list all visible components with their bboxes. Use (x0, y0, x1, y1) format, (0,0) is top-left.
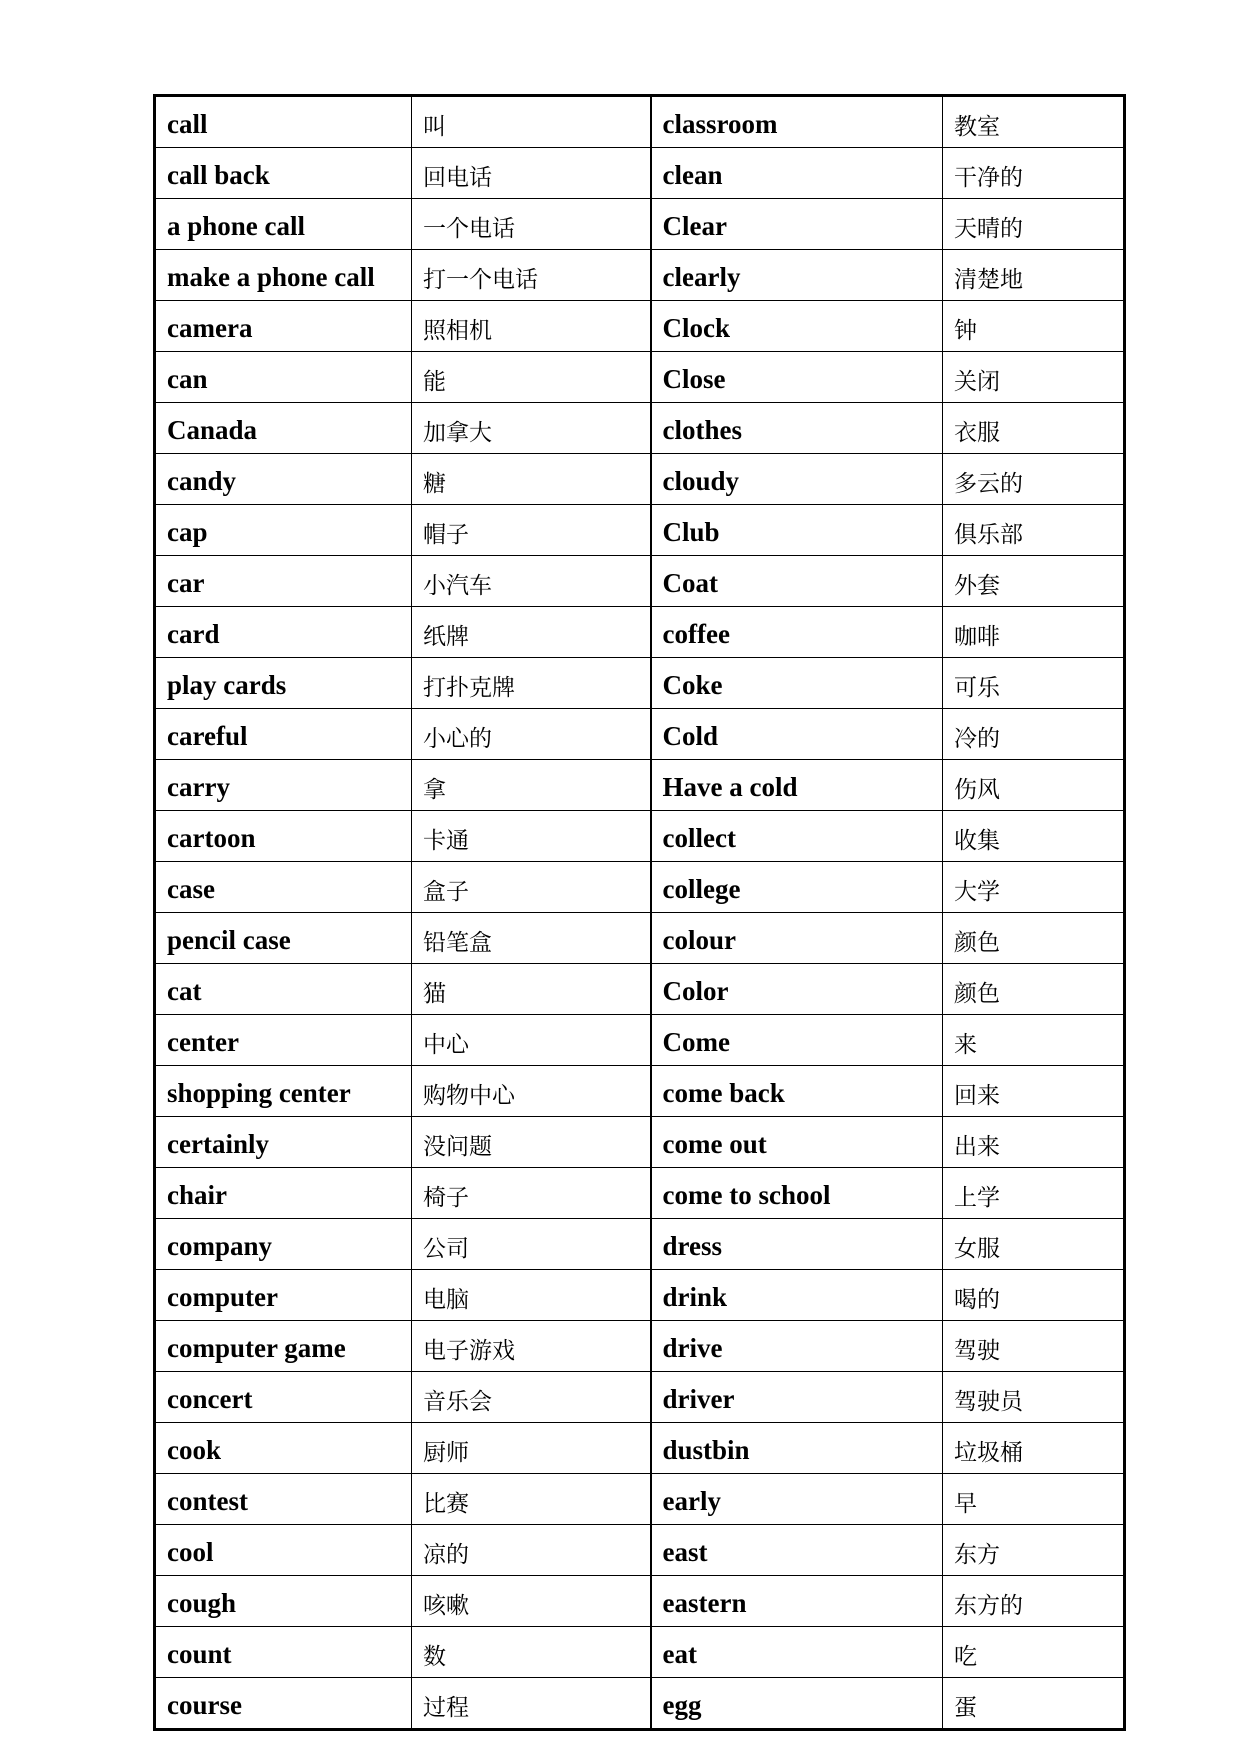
english-word: careful (155, 709, 412, 760)
english-word: Club (651, 505, 943, 556)
english-word: dress (651, 1219, 943, 1270)
english-word: call back (155, 148, 412, 199)
chinese-meaning: 能 (412, 352, 651, 403)
table-row (155, 301, 1125, 352)
table-row (155, 760, 1125, 811)
english-word: carry (155, 760, 412, 811)
chinese-meaning: 厨师 (412, 1423, 651, 1474)
table-row (155, 1168, 1125, 1219)
chinese-meaning: 比赛 (412, 1474, 651, 1525)
chinese-meaning: 出来 (943, 1117, 1125, 1168)
table-row (155, 964, 1125, 1015)
english-word: cat (155, 964, 412, 1015)
english-word: case (155, 862, 412, 913)
chinese-meaning: 加拿大 (412, 403, 651, 454)
english-word: course (155, 1678, 412, 1730)
chinese-meaning: 小心的 (412, 709, 651, 760)
table-row (155, 250, 1125, 301)
english-word: cloudy (651, 454, 943, 505)
chinese-meaning: 来 (943, 1015, 1125, 1066)
english-word: cool (155, 1525, 412, 1576)
chinese-meaning: 数 (412, 1627, 651, 1678)
english-word: classroom (651, 96, 943, 148)
chinese-meaning: 猫 (412, 964, 651, 1015)
english-word: Clear (651, 199, 943, 250)
table-row (155, 148, 1125, 199)
english-word: cap (155, 505, 412, 556)
chinese-meaning: 电脑 (412, 1270, 651, 1321)
english-word: Coke (651, 658, 943, 709)
english-word: Canada (155, 403, 412, 454)
chinese-meaning: 纸牌 (412, 607, 651, 658)
chinese-meaning: 外套 (943, 556, 1125, 607)
chinese-meaning: 上学 (943, 1168, 1125, 1219)
english-word: computer game (155, 1321, 412, 1372)
vocabulary-table (153, 94, 1126, 1731)
english-word: pencil case (155, 913, 412, 964)
english-word: clearly (651, 250, 943, 301)
english-word: come out (651, 1117, 943, 1168)
chinese-meaning: 公司 (412, 1219, 651, 1270)
english-word: count (155, 1627, 412, 1678)
chinese-meaning: 早 (943, 1474, 1125, 1525)
table-row (155, 1423, 1125, 1474)
chinese-meaning: 拿 (412, 760, 651, 811)
table-row (155, 1321, 1125, 1372)
english-word: certainly (155, 1117, 412, 1168)
chinese-meaning: 衣服 (943, 403, 1125, 454)
table-row (155, 96, 1125, 148)
table-row (155, 1525, 1125, 1576)
english-word: dustbin (651, 1423, 943, 1474)
table-row (155, 658, 1125, 709)
english-word: eastern (651, 1576, 943, 1627)
chinese-meaning: 教室 (943, 96, 1125, 148)
english-word: can (155, 352, 412, 403)
chinese-meaning: 颜色 (943, 964, 1125, 1015)
chinese-meaning: 回电话 (412, 148, 651, 199)
english-word: camera (155, 301, 412, 352)
english-word: play cards (155, 658, 412, 709)
table-row (155, 1117, 1125, 1168)
table-row (155, 607, 1125, 658)
english-word: cook (155, 1423, 412, 1474)
english-word: card (155, 607, 412, 658)
chinese-meaning: 叫 (412, 96, 651, 148)
table-row (155, 811, 1125, 862)
chinese-meaning: 东方 (943, 1525, 1125, 1576)
table-row (155, 1576, 1125, 1627)
table-row (155, 1678, 1125, 1730)
chinese-meaning: 垃圾桶 (943, 1423, 1125, 1474)
english-word: egg (651, 1678, 943, 1730)
english-word: make a phone call (155, 250, 412, 301)
chinese-meaning: 卡通 (412, 811, 651, 862)
chinese-meaning: 东方的 (943, 1576, 1125, 1627)
chinese-meaning: 吃 (943, 1627, 1125, 1678)
chinese-meaning: 没问题 (412, 1117, 651, 1168)
english-word: colour (651, 913, 943, 964)
english-word: center (155, 1015, 412, 1066)
table-row (155, 1066, 1125, 1117)
chinese-meaning: 喝的 (943, 1270, 1125, 1321)
english-word: driver (651, 1372, 943, 1423)
english-word: eat (651, 1627, 943, 1678)
english-word: contest (155, 1474, 412, 1525)
chinese-meaning: 咳嗽 (412, 1576, 651, 1627)
english-word: drink (651, 1270, 943, 1321)
chinese-meaning: 回来 (943, 1066, 1125, 1117)
table-row (155, 556, 1125, 607)
chinese-meaning: 收集 (943, 811, 1125, 862)
table-row (155, 1270, 1125, 1321)
chinese-meaning: 电子游戏 (412, 1321, 651, 1372)
chinese-meaning: 大学 (943, 862, 1125, 913)
chinese-meaning: 驾驶员 (943, 1372, 1125, 1423)
chinese-meaning: 过程 (412, 1678, 651, 1730)
chinese-meaning: 打一个电话 (412, 250, 651, 301)
chinese-meaning: 可乐 (943, 658, 1125, 709)
chinese-meaning: 蛋 (943, 1678, 1125, 1730)
chinese-meaning: 天晴的 (943, 199, 1125, 250)
chinese-meaning: 凉的 (412, 1525, 651, 1576)
chinese-meaning: 钟 (943, 301, 1125, 352)
english-word: a phone call (155, 199, 412, 250)
english-word: candy (155, 454, 412, 505)
table-row (155, 454, 1125, 505)
english-word: Color (651, 964, 943, 1015)
chinese-meaning: 冷的 (943, 709, 1125, 760)
table-row (155, 1015, 1125, 1066)
chinese-meaning: 购物中心 (412, 1066, 651, 1117)
vocabulary-table-body (155, 96, 1125, 1730)
english-word: coffee (651, 607, 943, 658)
chinese-meaning: 帽子 (412, 505, 651, 556)
chinese-meaning: 多云的 (943, 454, 1125, 505)
english-word: Coat (651, 556, 943, 607)
english-word: concert (155, 1372, 412, 1423)
english-word: cough (155, 1576, 412, 1627)
table-row (155, 709, 1125, 760)
chinese-meaning: 照相机 (412, 301, 651, 352)
chinese-meaning: 盒子 (412, 862, 651, 913)
english-word: company (155, 1219, 412, 1270)
english-word: Clock (651, 301, 943, 352)
english-word: car (155, 556, 412, 607)
chinese-meaning: 小汽车 (412, 556, 651, 607)
english-word: shopping center (155, 1066, 412, 1117)
english-word: college (651, 862, 943, 913)
english-word: come back (651, 1066, 943, 1117)
table-row (155, 199, 1125, 250)
english-word: clothes (651, 403, 943, 454)
english-word: Have a cold (651, 760, 943, 811)
english-word: collect (651, 811, 943, 862)
chinese-meaning: 中心 (412, 1015, 651, 1066)
chinese-meaning: 椅子 (412, 1168, 651, 1219)
chinese-meaning: 打扑克牌 (412, 658, 651, 709)
chinese-meaning: 音乐会 (412, 1372, 651, 1423)
english-word: Come (651, 1015, 943, 1066)
chinese-meaning: 俱乐部 (943, 505, 1125, 556)
english-word: call (155, 96, 412, 148)
table-row (155, 1219, 1125, 1270)
english-word: Cold (651, 709, 943, 760)
english-word: Close (651, 352, 943, 403)
chinese-meaning: 咖啡 (943, 607, 1125, 658)
chinese-meaning: 驾驶 (943, 1321, 1125, 1372)
chinese-meaning: 颜色 (943, 913, 1125, 964)
chinese-meaning: 铅笔盒 (412, 913, 651, 964)
table-row (155, 352, 1125, 403)
table-row (155, 1372, 1125, 1423)
english-word: come to school (651, 1168, 943, 1219)
english-word: early (651, 1474, 943, 1525)
chinese-meaning: 干净的 (943, 148, 1125, 199)
english-word: east (651, 1525, 943, 1576)
english-word: computer (155, 1270, 412, 1321)
english-word: cartoon (155, 811, 412, 862)
chinese-meaning: 女服 (943, 1219, 1125, 1270)
table-row (155, 505, 1125, 556)
english-word: clean (651, 148, 943, 199)
table-row (155, 913, 1125, 964)
chinese-meaning: 伤风 (943, 760, 1125, 811)
table-row (155, 1627, 1125, 1678)
chinese-meaning: 糖 (412, 454, 651, 505)
english-word: drive (651, 1321, 943, 1372)
table-row (155, 862, 1125, 913)
english-word: chair (155, 1168, 412, 1219)
chinese-meaning: 关闭 (943, 352, 1125, 403)
chinese-meaning: 一个电话 (412, 199, 651, 250)
table-row (155, 403, 1125, 454)
table-row (155, 1474, 1125, 1525)
chinese-meaning: 清楚地 (943, 250, 1125, 301)
